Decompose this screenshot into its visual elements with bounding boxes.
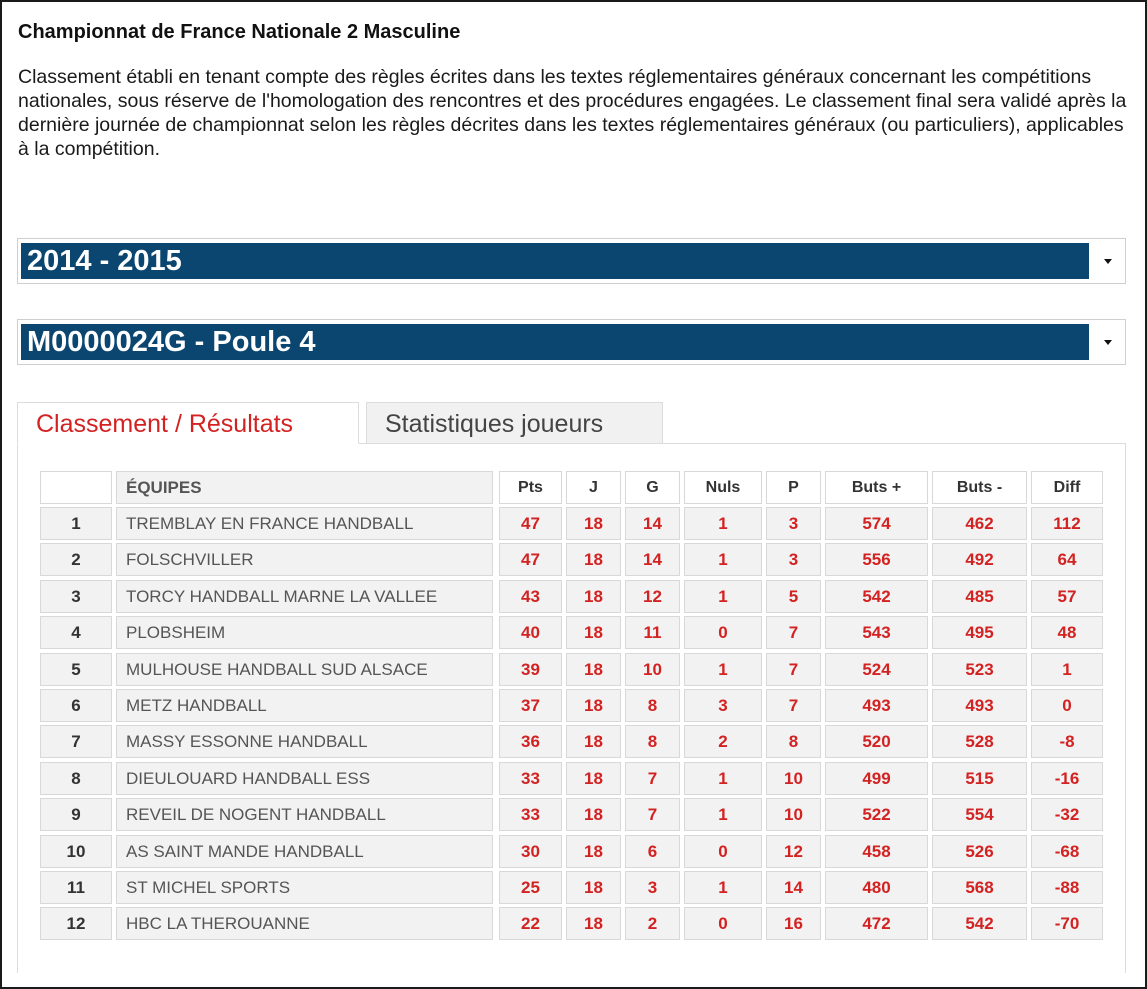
cell-p: 14 <box>766 871 821 904</box>
cell-g: 7 <box>625 762 680 795</box>
cell-buts-moins: 554 <box>932 798 1027 831</box>
cell-diff: -68 <box>1031 835 1103 868</box>
cell-j: 18 <box>566 762 621 795</box>
cell-rank: 7 <box>40 725 112 758</box>
cell-nuls: 3 <box>684 689 762 722</box>
cell-nuls: 1 <box>684 762 762 795</box>
cell-buts-moins: 523 <box>932 653 1027 686</box>
season-select[interactable] <box>17 238 1126 284</box>
chevron-down-icon[interactable] <box>1104 259 1112 264</box>
cell-buts-plus: 499 <box>825 762 928 795</box>
cell-g: 12 <box>625 580 680 613</box>
cell-buts-plus: 556 <box>825 543 928 576</box>
cell-buts-moins: 462 <box>932 507 1027 540</box>
cell-team[interactable]: TORCY HANDBALL MARNE LA VALLEE <box>116 580 493 613</box>
cell-buts-moins: 528 <box>932 725 1027 758</box>
cell-p: 12 <box>766 835 821 868</box>
cell-buts-plus: 520 <box>825 725 928 758</box>
cell-diff: 57 <box>1031 580 1103 613</box>
cell-j: 18 <box>566 725 621 758</box>
cell-buts-moins: 493 <box>932 689 1027 722</box>
cell-pts: 47 <box>499 543 562 576</box>
standings-panel <box>17 443 1126 973</box>
cell-buts-plus: 574 <box>825 507 928 540</box>
cell-g: 14 <box>625 507 680 540</box>
header-team: ÉQUIPES <box>116 471 493 504</box>
cell-rank: 12 <box>40 907 112 940</box>
cell-team[interactable]: TREMBLAY EN FRANCE HANDBALL <box>116 507 493 540</box>
cell-diff: 112 <box>1031 507 1103 540</box>
cell-j: 18 <box>566 543 621 576</box>
cell-rank: 2 <box>40 543 112 576</box>
cell-g: 8 <box>625 689 680 722</box>
cell-pts: 40 <box>499 616 562 649</box>
cell-team[interactable]: HBC LA THEROUANNE <box>116 907 493 940</box>
cell-rank: 3 <box>40 580 112 613</box>
cell-rank: 5 <box>40 653 112 686</box>
cell-rank: 1 <box>40 507 112 540</box>
cell-j: 18 <box>566 507 621 540</box>
cell-buts-moins: 542 <box>932 907 1027 940</box>
cell-buts-plus: 543 <box>825 616 928 649</box>
cell-buts-plus: 493 <box>825 689 928 722</box>
cell-j: 18 <box>566 689 621 722</box>
cell-diff: -16 <box>1031 762 1103 795</box>
cell-nuls: 1 <box>684 580 762 613</box>
cell-rank: 4 <box>40 616 112 649</box>
cell-team[interactable]: PLOBSHEIM <box>116 616 493 649</box>
cell-p: 16 <box>766 907 821 940</box>
cell-rank: 6 <box>40 689 112 722</box>
cell-diff: -88 <box>1031 871 1103 904</box>
cell-nuls: 1 <box>684 653 762 686</box>
tab-bar <box>17 402 1126 444</box>
cell-diff: -8 <box>1031 725 1103 758</box>
header-nuls: Nuls <box>684 471 762 504</box>
cell-p: 3 <box>766 507 821 540</box>
cell-buts-moins: 485 <box>932 580 1027 613</box>
cell-buts-moins: 492 <box>932 543 1027 576</box>
cell-nuls: 0 <box>684 616 762 649</box>
cell-team[interactable]: DIEULOUARD HANDBALL ESS <box>116 762 493 795</box>
group-select-value: M0000024G - Poule 4 <box>21 324 1089 360</box>
cell-diff: 48 <box>1031 616 1103 649</box>
cell-pts: 47 <box>499 507 562 540</box>
cell-j: 18 <box>566 835 621 868</box>
cell-team[interactable]: AS SAINT MANDE HANDBALL <box>116 835 493 868</box>
cell-buts-moins: 515 <box>932 762 1027 795</box>
cell-p: 8 <box>766 725 821 758</box>
chevron-down-icon[interactable] <box>1104 340 1112 345</box>
cell-g: 3 <box>625 871 680 904</box>
cell-pts: 36 <box>499 725 562 758</box>
cell-buts-moins: 568 <box>932 871 1027 904</box>
header-buts-plus: Buts + <box>825 471 928 504</box>
cell-diff: -32 <box>1031 798 1103 831</box>
cell-team[interactable]: METZ HANDBALL <box>116 689 493 722</box>
cell-p: 10 <box>766 762 821 795</box>
cell-diff: 1 <box>1031 653 1103 686</box>
header-pts: Pts <box>499 471 562 504</box>
header-rank <box>40 471 112 504</box>
cell-p: 5 <box>766 580 821 613</box>
cell-p: 3 <box>766 543 821 576</box>
cell-g: 2 <box>625 907 680 940</box>
header-j: J <box>566 471 621 504</box>
cell-pts: 43 <box>499 580 562 613</box>
cell-team[interactable]: MULHOUSE HANDBALL SUD ALSACE <box>116 653 493 686</box>
cell-diff: 64 <box>1031 543 1103 576</box>
cell-team[interactable]: ST MICHEL SPORTS <box>116 871 493 904</box>
cell-p: 7 <box>766 616 821 649</box>
cell-p: 7 <box>766 653 821 686</box>
cell-buts-plus: 472 <box>825 907 928 940</box>
header-diff: Diff <box>1031 471 1103 504</box>
cell-nuls: 0 <box>684 835 762 868</box>
cell-buts-plus: 522 <box>825 798 928 831</box>
cell-buts-plus: 542 <box>825 580 928 613</box>
cell-diff: 0 <box>1031 689 1103 722</box>
cell-g: 10 <box>625 653 680 686</box>
page-description: Classement établi en tenant compte des règles écrites dans les textes réglementaires généraux concernant les compétitions nationales, sous réserve de l'homologation des rencontres et des procédures engagées. Le classement final sera validé après la dernière journée de championnat selon les règles décrites dans les textes réglementaires généraux (ou particuliers), applicables à la compétition. <box>18 66 1127 160</box>
header-p: P <box>766 471 821 504</box>
cell-pts: 33 <box>499 798 562 831</box>
cell-rank: 8 <box>40 762 112 795</box>
cell-j: 18 <box>566 580 621 613</box>
cell-diff: -70 <box>1031 907 1103 940</box>
cell-g: 7 <box>625 798 680 831</box>
cell-nuls: 1 <box>684 507 762 540</box>
cell-team[interactable]: MASSY ESSONNE HANDBALL <box>116 725 493 758</box>
header-g: G <box>625 471 680 504</box>
cell-pts: 39 <box>499 653 562 686</box>
cell-rank: 9 <box>40 798 112 831</box>
cell-team[interactable]: FOLSCHVILLER <box>116 543 493 576</box>
cell-nuls: 1 <box>684 798 762 831</box>
cell-g: 6 <box>625 835 680 868</box>
cell-buts-plus: 524 <box>825 653 928 686</box>
cell-j: 18 <box>566 616 621 649</box>
cell-rank: 10 <box>40 835 112 868</box>
cell-nuls: 1 <box>684 543 762 576</box>
cell-pts: 25 <box>499 871 562 904</box>
cell-team[interactable]: REVEIL DE NOGENT HANDBALL <box>116 798 493 831</box>
season-select-value: 2014 - 2015 <box>21 243 1089 279</box>
cell-nuls: 1 <box>684 871 762 904</box>
cell-g: 14 <box>625 543 680 576</box>
cell-pts: 22 <box>499 907 562 940</box>
cell-pts: 37 <box>499 689 562 722</box>
cell-p: 7 <box>766 689 821 722</box>
cell-j: 18 <box>566 871 621 904</box>
cell-j: 18 <box>566 798 621 831</box>
tab-classement-resultats[interactable]: Classement / Résultats <box>17 402 359 444</box>
cell-pts: 33 <box>499 762 562 795</box>
cell-g: 8 <box>625 725 680 758</box>
cell-g: 11 <box>625 616 680 649</box>
cell-buts-plus: 458 <box>825 835 928 868</box>
cell-nuls: 0 <box>684 907 762 940</box>
cell-j: 18 <box>566 653 621 686</box>
page-title: Championnat de France Nationale 2 Masculine <box>18 21 461 43</box>
header-buts-moins: Buts - <box>932 471 1027 504</box>
cell-pts: 30 <box>499 835 562 868</box>
cell-buts-moins: 495 <box>932 616 1027 649</box>
cell-p: 10 <box>766 798 821 831</box>
tab-statistiques-joueurs[interactable]: Statistiques joueurs <box>366 402 663 444</box>
group-select[interactable] <box>17 319 1126 365</box>
cell-buts-moins: 526 <box>932 835 1027 868</box>
cell-j: 18 <box>566 907 621 940</box>
cell-buts-plus: 480 <box>825 871 928 904</box>
cell-rank: 11 <box>40 871 112 904</box>
cell-nuls: 2 <box>684 725 762 758</box>
